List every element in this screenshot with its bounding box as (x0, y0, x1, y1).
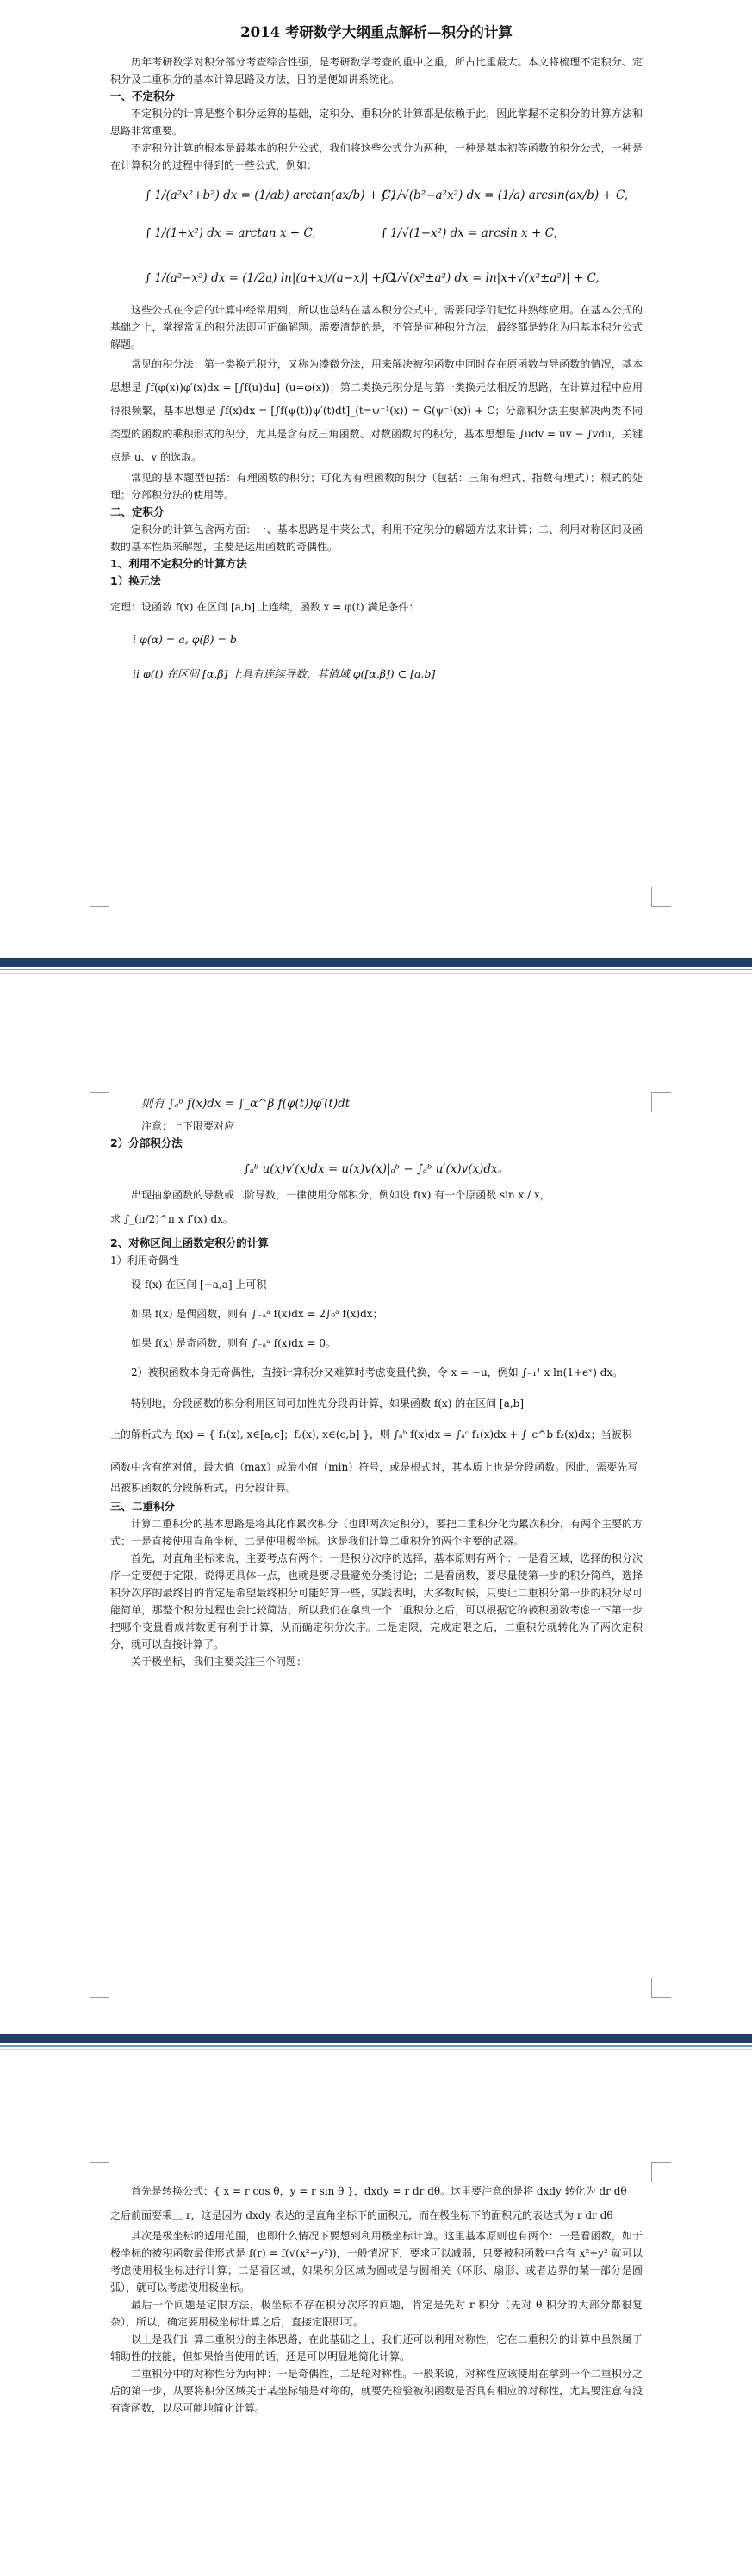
paragraph: 求 ∫_(π/2)^π x f′(x) dx。 (110, 1213, 233, 1225)
formula-row (145, 217, 643, 250)
subsection-heading: 1）利用奇偶性 (110, 1254, 179, 1266)
formula: ∫ 1/√(x²±a²) dx = ln|x+√(x²±a²)| + C, (380, 271, 600, 285)
paragraph-polar-conversion: 首先是转换公式：{ x = r cos θ，y = r sin θ }，dxdy = r dr dθ。这里要注意的是将 dxdy 转化为 dr dθ (131, 2185, 627, 2197)
paragraph: 这些公式在今后的计算中经常用到，所以也总结在基本积分公式中，需要同学们记忆并熟练应用。在基本公式的基础之上，掌握常见的积分法即可正确解题。需要清楚的是，不管是何种积分方法，最终都是转化为用基本积分公式解题。 (110, 304, 643, 350)
paragraph: 2）被积函数本身无奇偶性，直接计算积分又难算时考虑变量代换，令 x = −u，例如 ∫₋₁¹ x ln(1+eˣ) dx。 (131, 1366, 624, 1378)
formula: ∫ 1/(a²x²+b²) dx = (1/ab) arctan(ax/b) + C, (145, 189, 395, 202)
paragraph-symmetry: 二重积分中的对称性分为两种：一是奇偶性，二是轮对称性。一般来说，对称性应该使用在拿到一个二重积分之后的第一步，从要将积分区域关于某坐标轴是对称的，就要先检验被积函数是否具有相应的对称性，尤其要注意有没有奇函数，以尽可能地简化计算。 (110, 2368, 643, 2414)
paragraph: 设 f(x) 在区间 [−a,a] 上可积 (131, 1279, 267, 1291)
separator-line (0, 2049, 752, 2050)
formula-row (145, 179, 643, 212)
formula-by-parts: ∫ₐᵇ u(x)v′(x)dx = u(x)v(x)|ₐᵇ − ∫ₐᵇ u′(x)v(x)dx。 (243, 1162, 510, 1176)
page-corner-mark (90, 2162, 109, 2182)
page-1-content (110, 22, 643, 683)
subsection-heading: 2）分部积分法 (110, 1136, 183, 1149)
formula: ∫ 1/(1+x²) dx = arctan x + C, (145, 226, 316, 240)
paragraph: 常见的基本题型包括：有理函数的积分；可化为有理函数的积分（包括：三角有理式、指数有理式）；根式的处理；分部积分法的使用等。 (110, 472, 643, 501)
formula: ∫ 1/(a²−x²) dx = (1/2a) ln|(a+x)/(a−x)| + C, (145, 271, 398, 285)
page-separator (0, 2032, 752, 2062)
paragraph: 定积分的计算包含两方面：一、基本思路是牛莱公式，利用不定积分的解题方法来计算；二、利用对称区间及函数的基本性质来解题，主要是运用函数的奇偶性。 (110, 523, 643, 553)
document-page-3 (0, 2062, 752, 2576)
paragraph: 不定积分计算的根本是最基本的积分公式，我们将这些公式分为两种，一种是基本初等函数的积分公式，一种是在计算积分的过程中得到的一些公式，例如： (110, 142, 643, 171)
page-3-content (110, 2181, 643, 2417)
section-heading-double-integral: 三、二重积分 (110, 1500, 176, 1513)
separator-band (0, 958, 752, 967)
subsection-heading: 2、对称区间上函数定积分的计算 (110, 1236, 269, 1249)
paragraph-polar-range: 其次是极坐标的适用范围，也即什么情况下要想到利用极坐标计算。这里基本原则也有两个：一是看函数，如于极坐标的被积函数最佳形式是 f(r) = f(√(x²+y²))，一般情况下，要求可以减弱，只要被积函数中含有 x²+y² 就可以考虑使用极坐标进行计算；二是看区域，如果积分区域为圆或是与圆相关（环形、扇形、或者边界的某一部分是圆弧），就可以考虑使用极坐标。 (110, 2230, 643, 2294)
page-2-content (110, 1095, 643, 1670)
section-heading-indefinite: 一、不定积分 (110, 90, 176, 102)
page-corner-mark (651, 887, 671, 907)
page-corner-mark (651, 1978, 671, 1998)
page-corner-mark (651, 2162, 671, 2182)
formula-substitution: 则有 ∫ₐᵇ f(x)dx = ∫_α^β f(φ(t))φ′(t)dt (141, 1097, 351, 1111)
paragraph: 不定积分的计算是整个积分运算的基础，定积分、重积分的计算都是依赖于此，因此掌握不定积分的计算方法和思路非常重要。 (110, 108, 643, 137)
formula: ∫ 1/√(b²−a²x²) dx = (1/a) arcsin(ax/b) + C, (380, 189, 629, 202)
condition-2: ii φ(t) 在区间 [α,β] 上具有连续导数，其值域 φ([α,β]) ⊂ [a,b] (133, 667, 436, 680)
paragraph-integration-methods: 常见的积分法：第一类换元积分，又称为凑微分法，用来解决被积函数中同时存在原函数与导函数的情况，基本思想是 ∫f(φ(x))φ′(x)dx = [∫f(u)du]_(u=φ(x))；第二类换元积分是与第一类换元法相反的思路，在计算过程中应用得很频繁，基本思想是 ∫f(x)dx = [∫f(ψ(t))ψ′(t)dt]_(t=ψ⁻¹(x)) = G(ψ⁻¹(x)) + C；分部积分法主要解决两类不同类型的函数的乘积形式的积分，尤其是含有反三角函数、对数函数时的积分，基本思想是 ∫udv = uv − ∫vdu，关键点是 u、v 的选取。 (110, 358, 643, 463)
condition-1: i φ(α) = a, φ(β) = b (133, 633, 237, 646)
theorem-statement: 定理：设函数 f(x) 在区间 [a,b] 上连续，函数 x = φ(t) 满足条件： (110, 601, 420, 613)
document-page-2 (0, 990, 752, 2032)
separator-line (0, 969, 752, 970)
document-title: 2014 考研数学大纲重点解析—积分的计算 (240, 24, 513, 40)
page-corner-mark (90, 1978, 109, 1998)
paragraph: 特别地，分段函数的积分利用区间可加性先分段再计算，如果函数 f(x) 的在区间 [a,b] (131, 1397, 525, 1409)
formula: ∫ 1/√(1−x²) dx = arcsin x + C, (380, 226, 557, 240)
paragraph-cartesian: 首先，对直角坐标来说，主要考点有两个：一是积分次序的选择，基本原则有两个：一是看区域，选择的积分次序一定要便于定限，说得更具体一点，也就是要尽量避免分类讨论；二是看函数，要尽量使第一步的积分简单，选择积分次序的最终目的肯定是希望最终积分可能好算一些，实践表明，大多数时候，只要让二重积分第一步的积分尽可能简单，那整个积分过程也会比较简洁，所以我们在拿到一个二重积分之后，可以根据它的被积函数考虑一下第一步把哪个变量看成常数更有利于计算，从而确定积分次序。二是定限，完成定限之后，二重积分就转化为了两次定积分，就可以直接计算了。 (110, 1552, 643, 1650)
page-corner-mark (651, 1092, 671, 1112)
paragraph: 关于极坐标，我们主要关注三个问题： (131, 1656, 308, 1668)
paragraph-even-function: 如果 f(x) 是偶函数，则有 ∫₋ₐᵃ f(x)dx = 2∫₀ᵃ f(x)dx； (131, 1308, 383, 1320)
paragraph: 出现抽象函数的导数或二阶导数，一律使用分部积分，例如设 f(x) 有一个原函数 sin x / x， (131, 1189, 550, 1201)
note: 注意：上下限要对应 (141, 1120, 235, 1132)
formula-row (145, 262, 643, 294)
paragraph-piecewise: 上的解析式为 f(x) = { f₁(x), x∈[a,c]；f₂(x), x∈(c,b] }，则 ∫ₐᵇ f(x)dx = ∫ₐᶜ f₁(x)dx + ∫_c^b f₂(x)dx；当被积 (110, 1428, 632, 1440)
intro-paragraph: 历年考研数学对积分部分考查综合性强，是考研数学考查的重中之重，所占比重最大。本文将梳理不定积分、定积分及二重积分的基本计算思路及方法，目的是便如讲系统化。 (110, 56, 643, 85)
page-corner-mark (90, 887, 109, 907)
paragraph: 之后前面要乘上 r，这是因为 dxdy 表达的是直角坐标下的面积元，而在极坐标下的面积元的表达式为 r dr dθ (110, 2209, 613, 2221)
paragraph: 以上是我们计算二重积分的主体思路，在此基础之上，我们还可以利用对称性，它在二重积分的计算中虽然属于辅助性的技能，但如果恰当使用的话，还是可以明显地简化计算。 (110, 2333, 643, 2362)
subsection-heading: 1、利用不定积分的计算方法 (110, 557, 247, 570)
paragraph: 最后一个问题是定限方法，极坐标不存在积分次序的问题，肯定是先对 r 积分（先对 θ 积分的大部分都很复杂），所以，确定要用极坐标计算之后，直接定限即可。 (110, 2299, 643, 2328)
paragraph: 函数中含有绝对值，最大值（max）或最小值（min）符号，或是根式时，其本质上也是分段函数。因此，需要先写出被积函数的分段解析式，再分段计算。 (110, 1461, 638, 1494)
subsection-heading: 1）换元法 (110, 574, 161, 587)
separator-band (0, 2034, 752, 2043)
paragraph: 计算二重积分的基本思路是将其化作累次积分（也即两次定积分），要把二重积分化为累次积分，有两个主要的方式：一是直接使用直角坐标，二是使用极坐标。这是我们计算二重积分的两个主要的武器。 (110, 1518, 643, 1547)
paragraph-odd-function: 如果 f(x) 是奇函数，则有 ∫₋ₐᵃ f(x)dx = 0。 (131, 1337, 337, 1349)
separator-line (0, 2045, 752, 2047)
page-corner-mark (90, 1092, 109, 1112)
separator-line (0, 973, 752, 974)
page-separator (0, 943, 752, 990)
document-page-1 (0, 0, 752, 943)
section-heading-definite: 二、定积分 (110, 505, 165, 518)
